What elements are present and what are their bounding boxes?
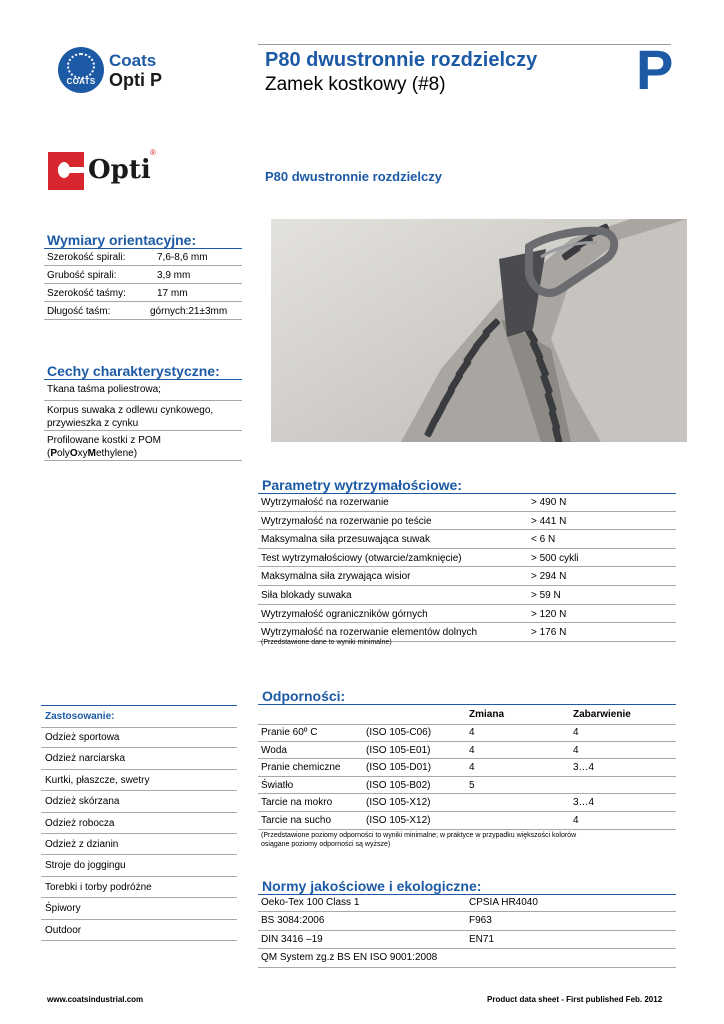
dimension-value: 7,6-8,6 mm	[157, 252, 208, 263]
strength-value: > 294 N	[531, 571, 567, 583]
table-row	[44, 266, 242, 284]
application-text: Odzież skórzana	[45, 796, 120, 808]
col-header-staining: Zabarwienie	[573, 709, 631, 720]
applications-heading: Zastosowanie:	[45, 711, 115, 722]
norms-heading: Normy jakościowe i ekologiczne:	[262, 878, 482, 894]
list-item	[41, 877, 237, 898]
norm-left: Oeko-Tex 100 Class 1	[261, 897, 360, 908]
features-heading: Cechy charakterystyczne:	[47, 363, 220, 379]
list-item	[41, 898, 237, 919]
fastness-staining: 4	[573, 727, 579, 738]
opti-brand-text: Opti	[88, 155, 151, 185]
strength-label: Siła blokady suwaka	[261, 589, 352, 601]
table-row	[258, 794, 676, 812]
list-item	[41, 748, 237, 769]
strength-value: > 120 N	[531, 608, 567, 620]
table-row	[258, 586, 676, 605]
col-header-change: Zmiana	[469, 709, 505, 720]
product-letter: P	[636, 38, 674, 101]
strength-note: (Przedstawione dane to wyniki minimalne)	[261, 639, 392, 646]
fastness-test: Światło	[261, 779, 294, 791]
fastness-norm: (ISO 105-D01)	[366, 762, 432, 774]
dimension-label: Długość taśm:	[47, 306, 111, 317]
norm-right: CPSIA HR4040	[469, 897, 538, 908]
application-text: Torebki i torby podróżne	[45, 881, 152, 893]
fastness-norm: (ISO 105-C06)	[366, 727, 432, 738]
list-item	[41, 834, 237, 855]
fastness-test: Pranie 60º C	[261, 727, 318, 738]
fastness-staining: 4	[573, 744, 579, 756]
fastness-table	[258, 724, 676, 830]
coats-badge-text: COATS	[66, 77, 96, 86]
table-row	[258, 931, 676, 949]
norms-table	[258, 894, 676, 968]
fastness-note-1: (Przedstawione poziomy odporności to wyniki minimalne; w praktyce w przypadku większości kolorów	[261, 832, 577, 839]
page-subtitle: Zamek kostkowy (#8)	[265, 74, 446, 95]
table-row	[258, 567, 676, 586]
application-text: Odzież robocza	[45, 817, 115, 829]
fastness-norm: (ISO 105-E01)	[366, 744, 431, 756]
feature-text: Profilowane kostki z POM	[47, 435, 161, 446]
list-item	[41, 727, 237, 748]
application-text: Odzież narciarska	[45, 753, 126, 765]
fastness-test: Pranie chemiczne	[261, 762, 341, 774]
fastness-test: Tarcie na sucho	[261, 814, 332, 826]
applications-list	[41, 727, 237, 941]
dimension-value: górnych:21±3mm	[150, 306, 228, 317]
header-rule	[258, 44, 671, 45]
table-row	[258, 605, 676, 624]
strength-value: > 441 N	[531, 515, 567, 527]
zipper-photo	[271, 219, 687, 442]
dimension-label: Grubość spirali:	[47, 270, 117, 281]
fastness-staining: 3…4	[573, 762, 595, 774]
fastness-change: 4	[469, 727, 475, 738]
dimension-label: Szerokość taśmy:	[47, 288, 126, 299]
application-text: Odzież sportowa	[45, 732, 120, 743]
pom-part: ethylene)	[95, 448, 138, 459]
table-row	[258, 530, 676, 549]
fastness-staining: 3…4	[573, 797, 595, 809]
table-row	[258, 777, 676, 795]
page-title: P80 dwustronnie rozdzielczy	[265, 49, 538, 71]
norm-right: EN71	[469, 933, 495, 945]
fastness-test: Woda	[261, 744, 287, 756]
pom-part: M	[87, 448, 96, 459]
strength-label: Wytrzymałość ograniczników górnych	[261, 608, 428, 620]
fastness-norm: (ISO 105-B02)	[366, 779, 431, 791]
fastness-norm: (ISO 105-X12)	[366, 814, 431, 826]
fastness-rule	[258, 704, 676, 705]
application-text: Kurtki, płaszcze, swetry	[45, 774, 150, 786]
table-row	[258, 549, 676, 568]
dimensions-table	[44, 248, 242, 320]
table-row	[258, 724, 676, 742]
table-row	[258, 912, 676, 930]
table-row	[258, 894, 676, 912]
application-text: Stroje do joggingu	[45, 860, 126, 872]
fastness-test: Tarcie na mokro	[261, 797, 333, 809]
pom-part: oly	[57, 448, 70, 459]
fastness-heading: Odporności:	[262, 688, 346, 704]
strength-value: > 490 N	[531, 497, 567, 508]
registered-mark: ®	[150, 148, 156, 157]
feature-text: przywieszka z cynku	[47, 418, 139, 429]
dimensions-heading: Wymiary orientacyjne:	[47, 232, 197, 248]
fastness-change: 4	[469, 744, 475, 756]
list-item	[44, 431, 242, 461]
coats-emblem-icon	[58, 47, 104, 93]
coats-logo-text: Coats	[109, 51, 157, 70]
footer-publication: Product data sheet - First published Feb. 2012	[487, 995, 663, 1004]
zipper-illustration	[271, 219, 687, 442]
dimension-value: 17 mm	[157, 288, 188, 299]
fastness-change: 4	[469, 762, 475, 774]
opti-zip-bar	[58, 167, 84, 173]
table-row	[258, 812, 676, 830]
dimension-value: 3,9 mm	[157, 270, 191, 281]
opti-brand-logo	[48, 150, 158, 192]
pom-part: xy	[77, 448, 88, 459]
application-text: Odzież z dzianin	[45, 838, 119, 850]
list-item	[41, 855, 237, 876]
table-row	[258, 512, 676, 531]
application-text: Śpiwory	[45, 903, 81, 915]
application-text: Outdoor	[45, 924, 82, 936]
coats-logo	[58, 47, 178, 93]
strength-label: Wytrzymałość na rozerwanie po teście	[261, 515, 432, 527]
strength-value: < 6 N	[531, 534, 556, 546]
strength-label: Wytrzymałość na rozerwanie	[261, 497, 389, 508]
pom-part: (	[47, 448, 51, 459]
norm-right: F963	[469, 915, 492, 927]
pom-expansion	[47, 447, 242, 460]
strength-value: > 500 cykli	[531, 552, 579, 564]
strength-table	[258, 493, 676, 642]
strength-label: Wytrzymałość na rozerwanie elementów dolnych	[261, 627, 478, 639]
strength-value: > 176 N	[531, 627, 567, 639]
strength-label: Test wytrzymałościowy (otwarcie/zamknięcie)	[261, 552, 462, 564]
fastness-staining: 4	[573, 814, 579, 826]
coats-logo-sub: Opti P	[109, 70, 162, 90]
list-item	[41, 770, 237, 791]
table-row	[44, 284, 242, 302]
footer-website: www.coatsindustrial.com	[47, 995, 144, 1004]
table-row	[258, 949, 676, 967]
table-row	[258, 742, 676, 760]
strength-label: Maksymalna siła przesuwająca suwak	[261, 534, 430, 546]
product-heading: P80 dwustronnie rozdzielczy	[265, 169, 442, 184]
list-item	[41, 920, 237, 941]
pom-part: P	[50, 448, 58, 459]
table-row	[258, 493, 676, 512]
list-item	[44, 401, 242, 431]
list-item	[44, 379, 242, 401]
fastness-norm: (ISO 105-X12)	[366, 797, 431, 809]
fastness-note-2: osiągane poziomy odporności są wyższe)	[261, 841, 391, 848]
table-row	[258, 759, 676, 777]
table-row	[44, 248, 242, 266]
strength-label: Maksymalna siła zrywająca wisior	[261, 571, 411, 583]
pom-part: O	[69, 448, 78, 459]
features-list	[44, 379, 242, 461]
norm-left: QM System zg.z BS EN ISO 9001:2008	[261, 952, 438, 964]
feature-text: Korpus suwaka z odlewu cynkowego,	[47, 405, 214, 416]
applications-rule	[41, 705, 237, 706]
dimension-label: Szerokość spirali:	[47, 252, 126, 263]
strength-heading: Parametry wytrzymałościowe:	[262, 477, 462, 493]
list-item	[41, 791, 237, 812]
fastness-change: 5	[469, 779, 475, 791]
list-item	[41, 813, 237, 834]
norm-left: BS 3084:2006	[261, 915, 325, 927]
feature-text: Tkana taśma poliestrowa;	[47, 384, 161, 395]
norm-left: DIN 3416 –19	[261, 933, 323, 945]
table-row	[44, 302, 242, 320]
strength-value: > 59 N	[531, 589, 561, 601]
